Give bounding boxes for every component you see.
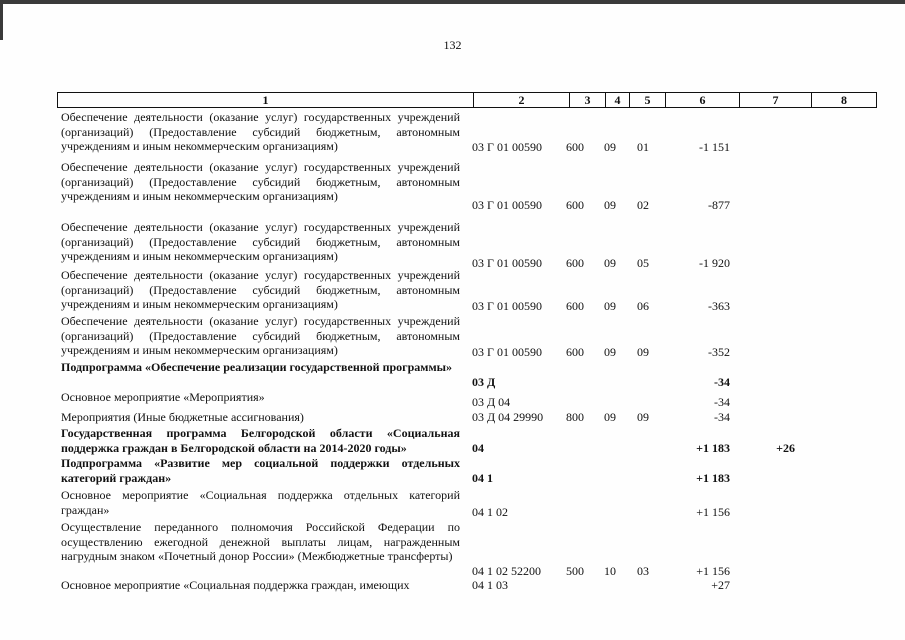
row-code: 03 Д 04 xyxy=(472,395,511,409)
row-col-4: 09 xyxy=(604,256,616,270)
row-col-6: -34 xyxy=(714,410,730,424)
table-row xyxy=(0,410,905,425)
header-col-7: 7 xyxy=(739,93,811,107)
row-code: 04 1 03 xyxy=(472,578,508,592)
scan-edge-left xyxy=(0,0,3,40)
page-number: 132 xyxy=(443,38,462,52)
row-col-6: +1 156 xyxy=(696,505,730,519)
row-col-5: 09 xyxy=(637,410,649,424)
row-col-7: +26 xyxy=(776,441,795,455)
row-col-6: +27 xyxy=(711,578,730,592)
table-row xyxy=(0,268,905,312)
row-code: 03 Д xyxy=(472,375,496,389)
row-description: Подпрограмма «Обеспечение реализации государственной программы» xyxy=(61,360,453,374)
header-col-3: 3 xyxy=(569,93,605,107)
table-row xyxy=(0,220,905,270)
row-col-3: 600 xyxy=(566,345,584,359)
row-col-4: 09 xyxy=(604,345,616,359)
table-row xyxy=(0,578,905,593)
row-col-5: 03 xyxy=(637,564,649,578)
row-col-6: -352 xyxy=(708,345,730,359)
table-row xyxy=(0,426,905,456)
header-col-2: 2 xyxy=(473,93,569,107)
row-description: Государственная программа Белгородской области «Социальная поддержка граждан в Белгородской области на 2014-2020 годы» xyxy=(61,426,460,455)
row-col-6: -363 xyxy=(708,299,730,313)
row-col-6: +1 183 xyxy=(696,471,730,485)
row-col-3: 600 xyxy=(566,256,584,270)
row-col-3: 600 xyxy=(566,198,584,212)
table-row xyxy=(0,520,905,578)
row-col-5: 05 xyxy=(637,256,649,270)
row-description: Обеспечение деятельности (оказание услуг) государственных учреждений (организаций) (Предоставление субсидий бюджетным, автономным учреждениям и иным некоммерческим организациям) xyxy=(61,160,460,204)
row-code: 04 xyxy=(472,441,484,455)
row-description: Основное мероприятие «Мероприятия» xyxy=(61,390,265,404)
row-col-5: 01 xyxy=(637,140,649,154)
header-col-5: 5 xyxy=(629,93,665,107)
row-description: Обеспечение деятельности (оказание услуг) государственных учреждений (организаций) (Предоставление субсидий бюджетным, автономным учреждениям и иным некоммерческим организациям) xyxy=(61,220,460,264)
row-col-4: 09 xyxy=(604,410,616,424)
row-col-3: 500 xyxy=(566,564,584,578)
row-col-4: 10 xyxy=(604,564,616,578)
header-col-8: 8 xyxy=(811,93,877,107)
table-row xyxy=(0,390,905,409)
row-col-3: 600 xyxy=(566,140,584,154)
row-col-4: 09 xyxy=(604,198,616,212)
row-code: 03 Г 01 00590 xyxy=(472,140,542,154)
header-col-4: 4 xyxy=(605,93,629,107)
row-code: 03 Г 01 00590 xyxy=(472,256,542,270)
row-col-4: 09 xyxy=(604,140,616,154)
row-description: Обеспечение деятельности (оказание услуг) государственных учреждений (организаций) (Предоставление субсидий бюджетным, автономным учреждениям и иным некоммерческим организациям) xyxy=(61,314,460,358)
row-col-3: 800 xyxy=(566,410,584,424)
row-description: Основное мероприятие «Социальная поддержка отдельных категорий граждан» xyxy=(61,488,460,517)
table-row xyxy=(0,314,905,358)
row-col-6: -34 xyxy=(714,375,730,389)
row-code: 04 1 xyxy=(472,471,493,485)
row-col-6: +1 183 xyxy=(696,441,730,455)
row-col-5: 06 xyxy=(637,299,649,313)
row-description: Мероприятия (Иные бюджетные ассигнования) xyxy=(61,410,304,424)
row-col-6: +1 156 xyxy=(696,564,730,578)
row-col-5: 09 xyxy=(637,345,649,359)
row-code: 03 Д 04 29990 xyxy=(472,410,544,424)
row-description: Обеспечение деятельности (оказание услуг) государственных учреждений (организаций) (Предоставление субсидий бюджетным, автономным учреждениям и иным некоммерческим организациям) xyxy=(61,110,460,154)
header-col-1: 1 xyxy=(57,93,473,107)
table-row xyxy=(0,456,905,486)
row-code: 04 1 02 xyxy=(472,505,508,519)
row-col-6: -1 151 xyxy=(699,140,730,154)
row-code: 04 1 02 52200 xyxy=(472,564,541,578)
row-description: Подпрограмма «Развитие мер социальной поддержки отдельных категорий граждан» xyxy=(61,456,460,485)
table-row xyxy=(0,488,905,518)
row-col-6: -34 xyxy=(714,395,730,409)
row-code: 03 Г 01 00590 xyxy=(472,345,542,359)
table-row xyxy=(0,110,905,154)
row-col-6: -1 920 xyxy=(699,256,730,270)
row-col-6: -877 xyxy=(708,198,730,212)
row-description: Обеспечение деятельности (оказание услуг) государственных учреждений (организаций) (Предоставление субсидий бюджетным, автономным учреждениям и иным некоммерческим организациям) xyxy=(61,268,460,312)
table-row xyxy=(0,360,905,390)
row-col-5: 02 xyxy=(637,198,649,212)
row-description: Осуществление переданного полномочия Российской Федерации по осуществлению ежегодной денежной выплаты лицам, награжденным нагрудным знаком «Почетный донор России» (Межбюджетные трансферты) xyxy=(61,520,460,564)
header-col-6: 6 xyxy=(665,93,739,107)
row-col-4: 09 xyxy=(604,299,616,313)
scan-edge xyxy=(0,0,905,4)
row-code: 03 Г 01 00590 xyxy=(472,299,542,313)
row-code: 03 Г 01 00590 xyxy=(472,198,542,212)
row-description: Основное мероприятие «Социальная поддержка граждан, имеющих xyxy=(61,578,410,592)
table-header xyxy=(57,92,877,108)
table-row xyxy=(0,160,905,212)
row-col-3: 600 xyxy=(566,299,584,313)
